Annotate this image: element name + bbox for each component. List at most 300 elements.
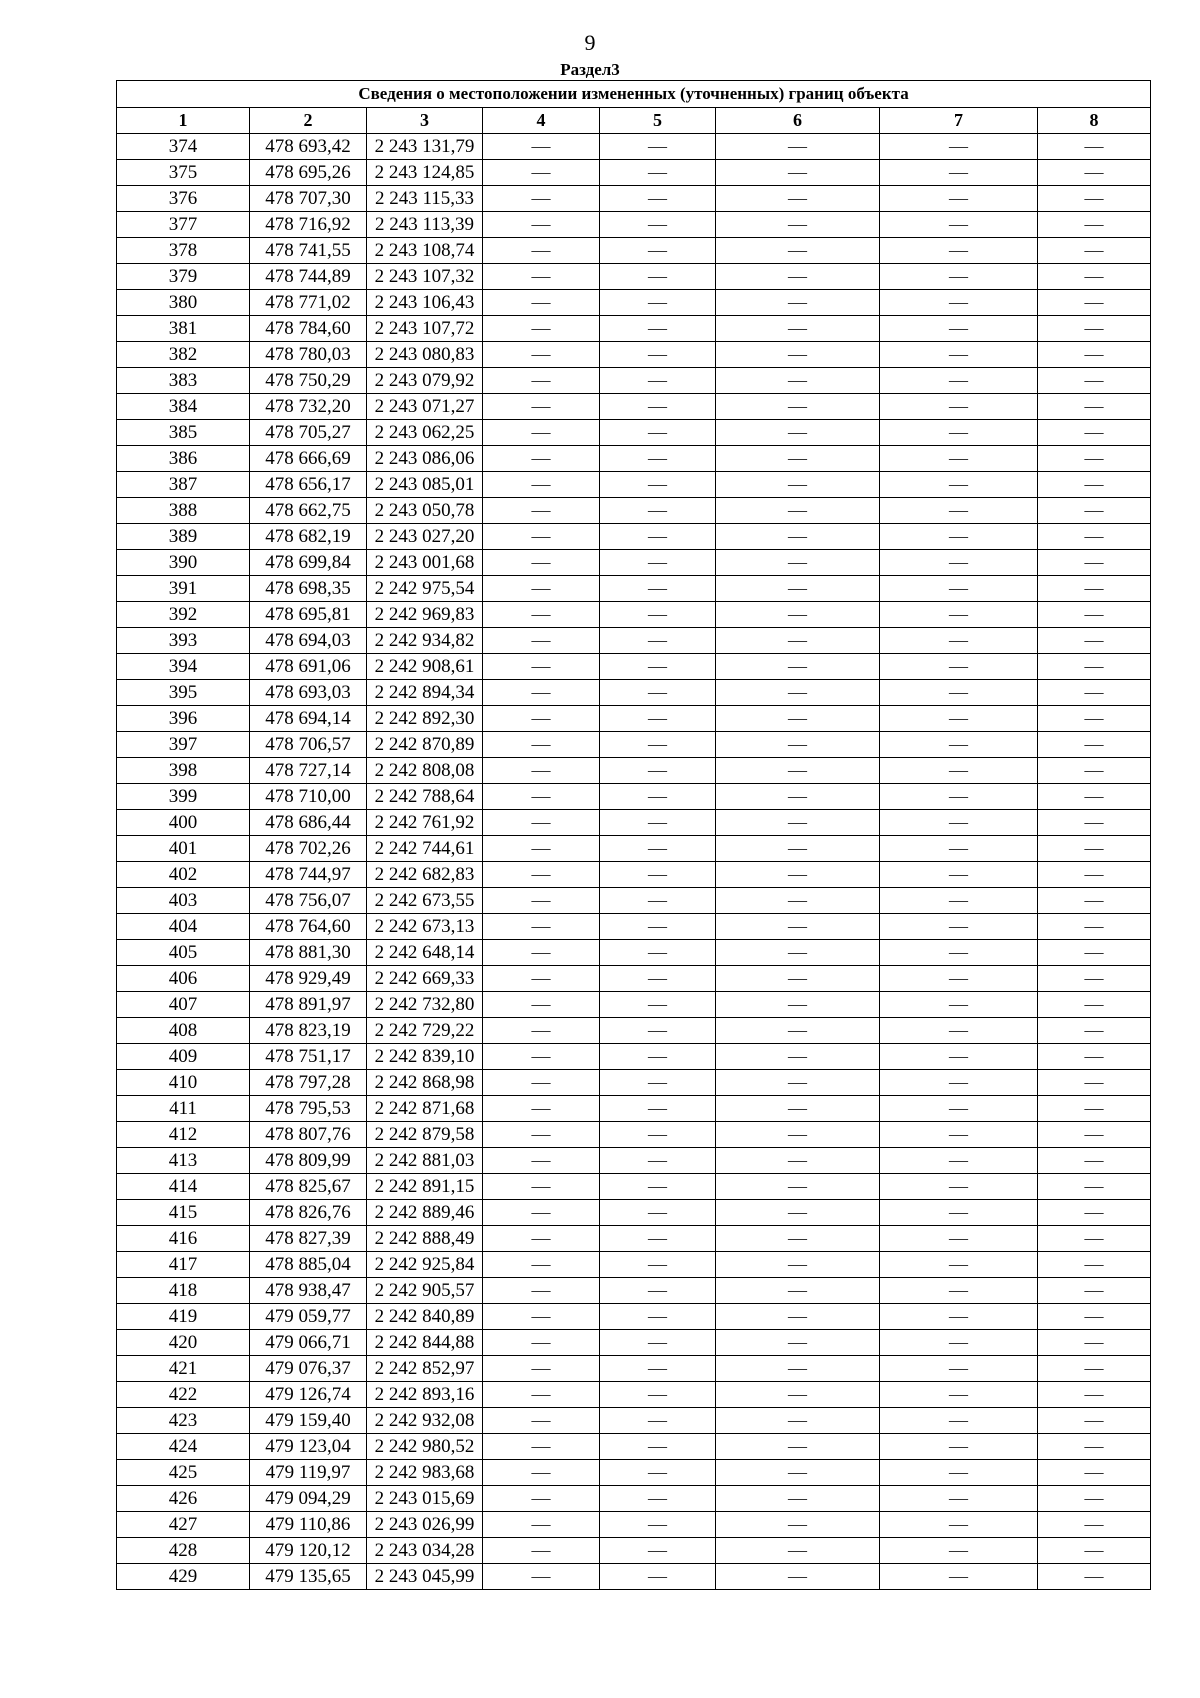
y-coordinate-cell: 2 243 026,99 xyxy=(367,1512,483,1538)
empty-dash-cell: — xyxy=(600,992,716,1018)
empty-dash-cell: — xyxy=(880,316,1038,342)
empty-dash-cell: — xyxy=(483,1356,600,1382)
empty-dash-cell: — xyxy=(1038,1304,1151,1330)
empty-dash-cell: — xyxy=(483,1486,600,1512)
x-coordinate-cell: 478 929,49 xyxy=(250,966,367,992)
table-row xyxy=(117,940,1151,966)
point-number-cell: 401 xyxy=(117,836,250,862)
table-caption: Сведения о местоположении измененных (уточненных) границ объекта xyxy=(117,81,1151,108)
empty-dash-cell: — xyxy=(1038,1018,1151,1044)
y-coordinate-cell: 2 243 108,74 xyxy=(367,238,483,264)
y-coordinate-cell: 2 243 107,72 xyxy=(367,316,483,342)
y-coordinate-cell: 2 242 761,92 xyxy=(367,810,483,836)
empty-dash-cell: — xyxy=(600,1174,716,1200)
table-row xyxy=(117,498,1151,524)
x-coordinate-cell: 478 707,30 xyxy=(250,186,367,212)
empty-dash-cell: — xyxy=(880,134,1038,160)
table-row xyxy=(117,420,1151,446)
empty-dash-cell: — xyxy=(483,316,600,342)
empty-dash-cell: — xyxy=(600,732,716,758)
y-coordinate-cell: 2 243 045,99 xyxy=(367,1564,483,1590)
x-coordinate-cell: 478 764,60 xyxy=(250,914,367,940)
point-number-cell: 403 xyxy=(117,888,250,914)
y-coordinate-cell: 2 242 980,52 xyxy=(367,1434,483,1460)
point-number-cell: 386 xyxy=(117,446,250,472)
table-row xyxy=(117,342,1151,368)
empty-dash-cell: — xyxy=(483,1200,600,1226)
table-row xyxy=(117,992,1151,1018)
empty-dash-cell: — xyxy=(716,368,880,394)
empty-dash-cell: — xyxy=(716,680,880,706)
empty-dash-cell: — xyxy=(600,446,716,472)
empty-dash-cell: — xyxy=(483,134,600,160)
empty-dash-cell: — xyxy=(1038,602,1151,628)
empty-dash-cell: — xyxy=(483,290,600,316)
empty-dash-cell: — xyxy=(880,1252,1038,1278)
empty-dash-cell: — xyxy=(880,472,1038,498)
section-title: Раздел3 xyxy=(560,60,620,79)
y-coordinate-cell: 2 243 113,39 xyxy=(367,212,483,238)
y-coordinate-cell: 2 242 891,15 xyxy=(367,1174,483,1200)
point-number-cell: 411 xyxy=(117,1096,250,1122)
column-header-7: 7 xyxy=(880,108,1038,134)
empty-dash-cell: — xyxy=(880,394,1038,420)
empty-dash-cell: — xyxy=(600,316,716,342)
empty-dash-cell: — xyxy=(880,966,1038,992)
table-row xyxy=(117,1278,1151,1304)
table-row xyxy=(117,888,1151,914)
empty-dash-cell: — xyxy=(716,862,880,888)
empty-dash-cell: — xyxy=(600,914,716,940)
x-coordinate-cell: 478 727,14 xyxy=(250,758,367,784)
y-coordinate-cell: 2 242 808,08 xyxy=(367,758,483,784)
point-number-cell: 384 xyxy=(117,394,250,420)
empty-dash-cell: — xyxy=(1038,1096,1151,1122)
y-coordinate-cell: 2 242 729,22 xyxy=(367,1018,483,1044)
table-row xyxy=(117,524,1151,550)
empty-dash-cell: — xyxy=(716,160,880,186)
empty-dash-cell: — xyxy=(600,810,716,836)
empty-dash-cell: — xyxy=(716,758,880,784)
point-number-cell: 410 xyxy=(117,1070,250,1096)
point-number-cell: 413 xyxy=(117,1148,250,1174)
x-coordinate-cell: 479 120,12 xyxy=(250,1538,367,1564)
empty-dash-cell: — xyxy=(716,706,880,732)
empty-dash-cell: — xyxy=(483,914,600,940)
empty-dash-cell: — xyxy=(483,1174,600,1200)
empty-dash-cell: — xyxy=(483,1304,600,1330)
empty-dash-cell: — xyxy=(880,1460,1038,1486)
empty-dash-cell: — xyxy=(600,1304,716,1330)
x-coordinate-cell: 479 135,65 xyxy=(250,1564,367,1590)
empty-dash-cell: — xyxy=(600,1122,716,1148)
empty-dash-cell: — xyxy=(600,1460,716,1486)
empty-dash-cell: — xyxy=(716,1434,880,1460)
y-coordinate-cell: 2 242 881,03 xyxy=(367,1148,483,1174)
empty-dash-cell: — xyxy=(880,1096,1038,1122)
empty-dash-cell: — xyxy=(483,238,600,264)
y-coordinate-cell: 2 243 124,85 xyxy=(367,160,483,186)
empty-dash-cell: — xyxy=(1038,836,1151,862)
empty-dash-cell: — xyxy=(880,1564,1038,1590)
y-coordinate-cell: 2 243 115,33 xyxy=(367,186,483,212)
table-row xyxy=(117,1356,1151,1382)
table-row xyxy=(117,1252,1151,1278)
empty-dash-cell: — xyxy=(600,680,716,706)
empty-dash-cell: — xyxy=(716,134,880,160)
empty-dash-cell: — xyxy=(483,1564,600,1590)
empty-dash-cell: — xyxy=(483,992,600,1018)
x-coordinate-cell: 478 702,26 xyxy=(250,836,367,862)
table-row xyxy=(117,1226,1151,1252)
empty-dash-cell: — xyxy=(600,1096,716,1122)
x-coordinate-cell: 478 885,04 xyxy=(250,1252,367,1278)
empty-dash-cell: — xyxy=(716,1408,880,1434)
empty-dash-cell: — xyxy=(483,940,600,966)
point-number-cell: 421 xyxy=(117,1356,250,1382)
empty-dash-cell: — xyxy=(880,888,1038,914)
empty-dash-cell: — xyxy=(1038,1486,1151,1512)
x-coordinate-cell: 478 694,14 xyxy=(250,706,367,732)
empty-dash-cell: — xyxy=(716,810,880,836)
x-coordinate-cell: 478 682,19 xyxy=(250,524,367,550)
empty-dash-cell: — xyxy=(483,1538,600,1564)
empty-dash-cell: — xyxy=(483,784,600,810)
y-coordinate-cell: 2 242 844,88 xyxy=(367,1330,483,1356)
empty-dash-cell: — xyxy=(716,732,880,758)
empty-dash-cell: — xyxy=(880,810,1038,836)
empty-dash-cell: — xyxy=(600,1486,716,1512)
empty-dash-cell: — xyxy=(1038,914,1151,940)
empty-dash-cell: — xyxy=(600,1200,716,1226)
empty-dash-cell: — xyxy=(1038,1434,1151,1460)
point-number-cell: 374 xyxy=(117,134,250,160)
empty-dash-cell: — xyxy=(600,368,716,394)
empty-dash-cell: — xyxy=(1038,732,1151,758)
x-coordinate-cell: 478 881,30 xyxy=(250,940,367,966)
table-row xyxy=(117,1486,1151,1512)
table-row xyxy=(117,1564,1151,1590)
point-number-cell: 414 xyxy=(117,1174,250,1200)
y-coordinate-cell: 2 242 879,58 xyxy=(367,1122,483,1148)
empty-dash-cell: — xyxy=(600,1356,716,1382)
coordinates-table xyxy=(116,80,1151,1590)
empty-dash-cell: — xyxy=(600,1252,716,1278)
y-coordinate-cell: 2 242 732,80 xyxy=(367,992,483,1018)
y-coordinate-cell: 2 242 852,97 xyxy=(367,1356,483,1382)
empty-dash-cell: — xyxy=(1038,342,1151,368)
y-coordinate-cell: 2 242 840,89 xyxy=(367,1304,483,1330)
point-number-cell: 429 xyxy=(117,1564,250,1590)
empty-dash-cell: — xyxy=(483,524,600,550)
y-coordinate-cell: 2 242 893,16 xyxy=(367,1382,483,1408)
table-row xyxy=(117,1044,1151,1070)
table-row xyxy=(117,264,1151,290)
empty-dash-cell: — xyxy=(880,290,1038,316)
point-number-cell: 415 xyxy=(117,1200,250,1226)
x-coordinate-cell: 478 716,92 xyxy=(250,212,367,238)
table-row xyxy=(117,1200,1151,1226)
empty-dash-cell: — xyxy=(483,264,600,290)
empty-dash-cell: — xyxy=(600,862,716,888)
empty-dash-cell: — xyxy=(483,1460,600,1486)
empty-dash-cell: — xyxy=(1038,368,1151,394)
empty-dash-cell: — xyxy=(600,784,716,810)
empty-dash-cell: — xyxy=(1038,1226,1151,1252)
empty-dash-cell: — xyxy=(716,1538,880,1564)
empty-dash-cell: — xyxy=(600,1434,716,1460)
table-row xyxy=(117,1174,1151,1200)
x-coordinate-cell: 478 938,47 xyxy=(250,1278,367,1304)
empty-dash-cell: — xyxy=(483,810,600,836)
y-coordinate-cell: 2 242 673,55 xyxy=(367,888,483,914)
empty-dash-cell: — xyxy=(880,1304,1038,1330)
empty-dash-cell: — xyxy=(716,1278,880,1304)
point-number-cell: 385 xyxy=(117,420,250,446)
column-header-2: 2 xyxy=(250,108,367,134)
x-coordinate-cell: 479 076,37 xyxy=(250,1356,367,1382)
x-coordinate-cell: 478 693,42 xyxy=(250,134,367,160)
empty-dash-cell: — xyxy=(716,1460,880,1486)
empty-dash-cell: — xyxy=(600,836,716,862)
x-coordinate-cell: 479 126,74 xyxy=(250,1382,367,1408)
empty-dash-cell: — xyxy=(1038,1538,1151,1564)
empty-dash-cell: — xyxy=(716,1096,880,1122)
empty-dash-cell: — xyxy=(483,836,600,862)
empty-dash-cell: — xyxy=(716,628,880,654)
empty-dash-cell: — xyxy=(1038,1174,1151,1200)
empty-dash-cell: — xyxy=(716,394,880,420)
empty-dash-cell: — xyxy=(1038,420,1151,446)
empty-dash-cell: — xyxy=(1038,1044,1151,1070)
empty-dash-cell: — xyxy=(600,1408,716,1434)
x-coordinate-cell: 478 741,55 xyxy=(250,238,367,264)
empty-dash-cell: — xyxy=(1038,576,1151,602)
y-coordinate-cell: 2 242 925,84 xyxy=(367,1252,483,1278)
point-number-cell: 406 xyxy=(117,966,250,992)
y-coordinate-cell: 2 242 868,98 xyxy=(367,1070,483,1096)
empty-dash-cell: — xyxy=(880,550,1038,576)
empty-dash-cell: — xyxy=(880,1356,1038,1382)
empty-dash-cell: — xyxy=(1038,1148,1151,1174)
empty-dash-cell: — xyxy=(1038,316,1151,342)
x-coordinate-cell: 478 826,76 xyxy=(250,1200,367,1226)
empty-dash-cell: — xyxy=(880,238,1038,264)
table-row xyxy=(117,1304,1151,1330)
empty-dash-cell: — xyxy=(483,498,600,524)
point-number-cell: 383 xyxy=(117,368,250,394)
empty-dash-cell: — xyxy=(1038,784,1151,810)
empty-dash-cell: — xyxy=(1038,862,1151,888)
x-coordinate-cell: 478 750,29 xyxy=(250,368,367,394)
point-number-cell: 393 xyxy=(117,628,250,654)
y-coordinate-cell: 2 243 015,69 xyxy=(367,1486,483,1512)
empty-dash-cell: — xyxy=(880,1044,1038,1070)
empty-dash-cell: — xyxy=(483,576,600,602)
table-row xyxy=(117,680,1151,706)
point-number-cell: 388 xyxy=(117,498,250,524)
empty-dash-cell: — xyxy=(880,706,1038,732)
empty-dash-cell: — xyxy=(880,1200,1038,1226)
table-row xyxy=(117,186,1151,212)
empty-dash-cell: — xyxy=(1038,1460,1151,1486)
empty-dash-cell: — xyxy=(1038,940,1151,966)
empty-dash-cell: — xyxy=(716,472,880,498)
empty-dash-cell: — xyxy=(1038,1408,1151,1434)
point-number-cell: 418 xyxy=(117,1278,250,1304)
empty-dash-cell: — xyxy=(716,1200,880,1226)
empty-dash-cell: — xyxy=(880,732,1038,758)
x-coordinate-cell: 478 891,97 xyxy=(250,992,367,1018)
table-row xyxy=(117,212,1151,238)
table-row xyxy=(117,628,1151,654)
column-header-8: 8 xyxy=(1038,108,1151,134)
point-number-cell: 405 xyxy=(117,940,250,966)
point-number-cell: 427 xyxy=(117,1512,250,1538)
empty-dash-cell: — xyxy=(716,1070,880,1096)
empty-dash-cell: — xyxy=(1038,1278,1151,1304)
empty-dash-cell: — xyxy=(483,602,600,628)
table-row xyxy=(117,758,1151,784)
empty-dash-cell: — xyxy=(716,524,880,550)
table-row xyxy=(117,1538,1151,1564)
x-coordinate-cell: 478 825,67 xyxy=(250,1174,367,1200)
y-coordinate-cell: 2 242 975,54 xyxy=(367,576,483,602)
x-coordinate-cell: 479 110,86 xyxy=(250,1512,367,1538)
empty-dash-cell: — xyxy=(483,680,600,706)
empty-dash-cell: — xyxy=(600,628,716,654)
empty-dash-cell: — xyxy=(1038,888,1151,914)
empty-dash-cell: — xyxy=(600,1044,716,1070)
empty-dash-cell: — xyxy=(600,524,716,550)
empty-dash-cell: — xyxy=(483,1382,600,1408)
point-number-cell: 416 xyxy=(117,1226,250,1252)
table-row xyxy=(117,602,1151,628)
empty-dash-cell: — xyxy=(483,1434,600,1460)
x-coordinate-cell: 478 693,03 xyxy=(250,680,367,706)
empty-dash-cell: — xyxy=(1038,1330,1151,1356)
point-number-cell: 426 xyxy=(117,1486,250,1512)
empty-dash-cell: — xyxy=(600,1018,716,1044)
empty-dash-cell: — xyxy=(716,1044,880,1070)
empty-dash-cell: — xyxy=(880,628,1038,654)
empty-dash-cell: — xyxy=(880,1382,1038,1408)
x-coordinate-cell: 478 694,03 xyxy=(250,628,367,654)
point-number-cell: 397 xyxy=(117,732,250,758)
empty-dash-cell: — xyxy=(483,1278,600,1304)
y-coordinate-cell: 2 242 908,61 xyxy=(367,654,483,680)
empty-dash-cell: — xyxy=(600,758,716,784)
empty-dash-cell: — xyxy=(600,550,716,576)
empty-dash-cell: — xyxy=(1038,186,1151,212)
empty-dash-cell: — xyxy=(716,940,880,966)
empty-dash-cell: — xyxy=(483,732,600,758)
empty-dash-cell: — xyxy=(880,680,1038,706)
empty-dash-cell: — xyxy=(600,264,716,290)
y-coordinate-cell: 2 242 673,13 xyxy=(367,914,483,940)
x-coordinate-cell: 479 066,71 xyxy=(250,1330,367,1356)
empty-dash-cell: — xyxy=(483,654,600,680)
empty-dash-cell: — xyxy=(483,1408,600,1434)
point-number-cell: 391 xyxy=(117,576,250,602)
empty-dash-cell: — xyxy=(880,1174,1038,1200)
table-row xyxy=(117,784,1151,810)
y-coordinate-cell: 2 243 085,01 xyxy=(367,472,483,498)
x-coordinate-cell: 479 094,29 xyxy=(250,1486,367,1512)
empty-dash-cell: — xyxy=(880,1434,1038,1460)
y-coordinate-cell: 2 242 744,61 xyxy=(367,836,483,862)
point-number-cell: 400 xyxy=(117,810,250,836)
x-coordinate-cell: 478 691,06 xyxy=(250,654,367,680)
table-body xyxy=(117,134,1151,1590)
empty-dash-cell: — xyxy=(716,654,880,680)
empty-dash-cell: — xyxy=(716,1486,880,1512)
empty-dash-cell: — xyxy=(483,1226,600,1252)
empty-dash-cell: — xyxy=(600,654,716,680)
empty-dash-cell: — xyxy=(483,160,600,186)
empty-dash-cell: — xyxy=(483,862,600,888)
point-number-cell: 407 xyxy=(117,992,250,1018)
x-coordinate-cell: 478 756,07 xyxy=(250,888,367,914)
table-row xyxy=(117,732,1151,758)
empty-dash-cell: — xyxy=(716,264,880,290)
empty-dash-cell: — xyxy=(1038,992,1151,1018)
y-coordinate-cell: 2 242 983,68 xyxy=(367,1460,483,1486)
y-coordinate-cell: 2 243 086,06 xyxy=(367,446,483,472)
x-coordinate-cell: 478 699,84 xyxy=(250,550,367,576)
empty-dash-cell: — xyxy=(880,1408,1038,1434)
empty-dash-cell: — xyxy=(1038,212,1151,238)
point-number-cell: 419 xyxy=(117,1304,250,1330)
empty-dash-cell: — xyxy=(1038,810,1151,836)
point-number-cell: 378 xyxy=(117,238,250,264)
empty-dash-cell: — xyxy=(1038,680,1151,706)
x-coordinate-cell: 478 807,76 xyxy=(250,1122,367,1148)
empty-dash-cell: — xyxy=(880,1226,1038,1252)
empty-dash-cell: — xyxy=(716,446,880,472)
x-coordinate-cell: 478 705,27 xyxy=(250,420,367,446)
empty-dash-cell: — xyxy=(600,290,716,316)
empty-dash-cell: — xyxy=(880,602,1038,628)
y-coordinate-cell: 2 242 894,34 xyxy=(367,680,483,706)
table-row xyxy=(117,1148,1151,1174)
empty-dash-cell: — xyxy=(600,1330,716,1356)
table-row xyxy=(117,368,1151,394)
empty-dash-cell: — xyxy=(600,186,716,212)
empty-dash-cell: — xyxy=(716,914,880,940)
empty-dash-cell: — xyxy=(600,1148,716,1174)
table-row xyxy=(117,1408,1151,1434)
column-header-3: 3 xyxy=(367,108,483,134)
empty-dash-cell: — xyxy=(880,836,1038,862)
empty-dash-cell: — xyxy=(1038,1564,1151,1590)
point-number-cell: 424 xyxy=(117,1434,250,1460)
empty-dash-cell: — xyxy=(880,1018,1038,1044)
empty-dash-cell: — xyxy=(880,446,1038,472)
y-coordinate-cell: 2 242 788,64 xyxy=(367,784,483,810)
point-number-cell: 402 xyxy=(117,862,250,888)
point-number-cell: 425 xyxy=(117,1460,250,1486)
x-coordinate-cell: 478 732,20 xyxy=(250,394,367,420)
empty-dash-cell: — xyxy=(716,316,880,342)
column-header-5: 5 xyxy=(600,108,716,134)
empty-dash-cell: — xyxy=(716,290,880,316)
empty-dash-cell: — xyxy=(1038,1356,1151,1382)
y-coordinate-cell: 2 242 932,08 xyxy=(367,1408,483,1434)
y-coordinate-cell: 2 243 062,25 xyxy=(367,420,483,446)
point-number-cell: 408 xyxy=(117,1018,250,1044)
table-row xyxy=(117,550,1151,576)
